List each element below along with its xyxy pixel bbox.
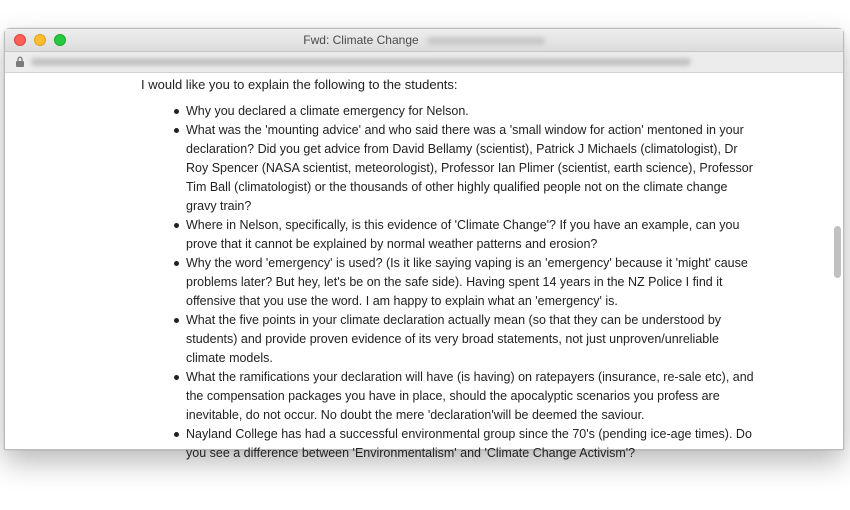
list-item: What was the 'mounting advice' and who said there was a 'small window for action' mentoned in your declaration? Did you get advice from David Bellamy (scientist), Patrick J Michaels (climatologist), Dr Roy Spencer (NASA scientist, meteorologist), Professor Ian Plimer (scientist, earth science), Professor Tim Ball (climatologist) or the thousands of other highly qualified people not on the climate change gravy train?	[186, 121, 761, 216]
list-item: Where in Nelson, specifically, is this evidence of 'Climate Change'? If you have an example, can you prove that it cannot be explained by normal weather patterns and erosion?	[186, 216, 761, 254]
url-bar[interactable]	[5, 52, 843, 73]
scrollbar-thumb[interactable]	[834, 226, 841, 278]
intro-text: I would like you to explain the following to the students:	[141, 77, 458, 92]
list-item: What the ramifications your declaration will have (is having) on ratepayers (insurance, re-sale etc), and the compensation packages you have in place, should the apocalyptic scenarios you profess are inevitable, do not occur. No doubt the mere 'declaration'will be deemed the saviour.	[186, 368, 761, 425]
browser-window	[4, 28, 844, 460]
list-item: What the five points in your climate declaration actually mean (so that they can be understood by students) and provide proven evidence of its very broad statements, not just unproven/unreliable climate models.	[186, 311, 761, 368]
redacted-url	[31, 58, 691, 66]
window-title: Fwd: Climate Change	[303, 33, 419, 47]
list-item: Why the word 'emergency' is used? (Is it like saying vaping is an 'emergency' because it 'might' cause problems later? But hey, let's be on the safe side). Having spent 14 years in the NZ Police I find it offensive that you use the word. I am happy to explain what an 'emergency' is.	[186, 254, 761, 311]
title-bar[interactable]	[5, 29, 843, 52]
window-title-area	[5, 33, 843, 47]
question-list	[186, 102, 761, 463]
list-item: Nayland College has had a successful environmental group since the 70's (pending ice-age times). Do you see a difference between 'Environmentalism' and 'Climate Change Activism'?	[186, 425, 761, 463]
email-body	[5, 72, 843, 460]
lock-icon	[15, 56, 25, 67]
list-item: Why you declared a climate emergency for Nelson.	[186, 102, 761, 121]
scrollbar[interactable]	[834, 74, 841, 447]
redacted-sender	[427, 37, 545, 45]
